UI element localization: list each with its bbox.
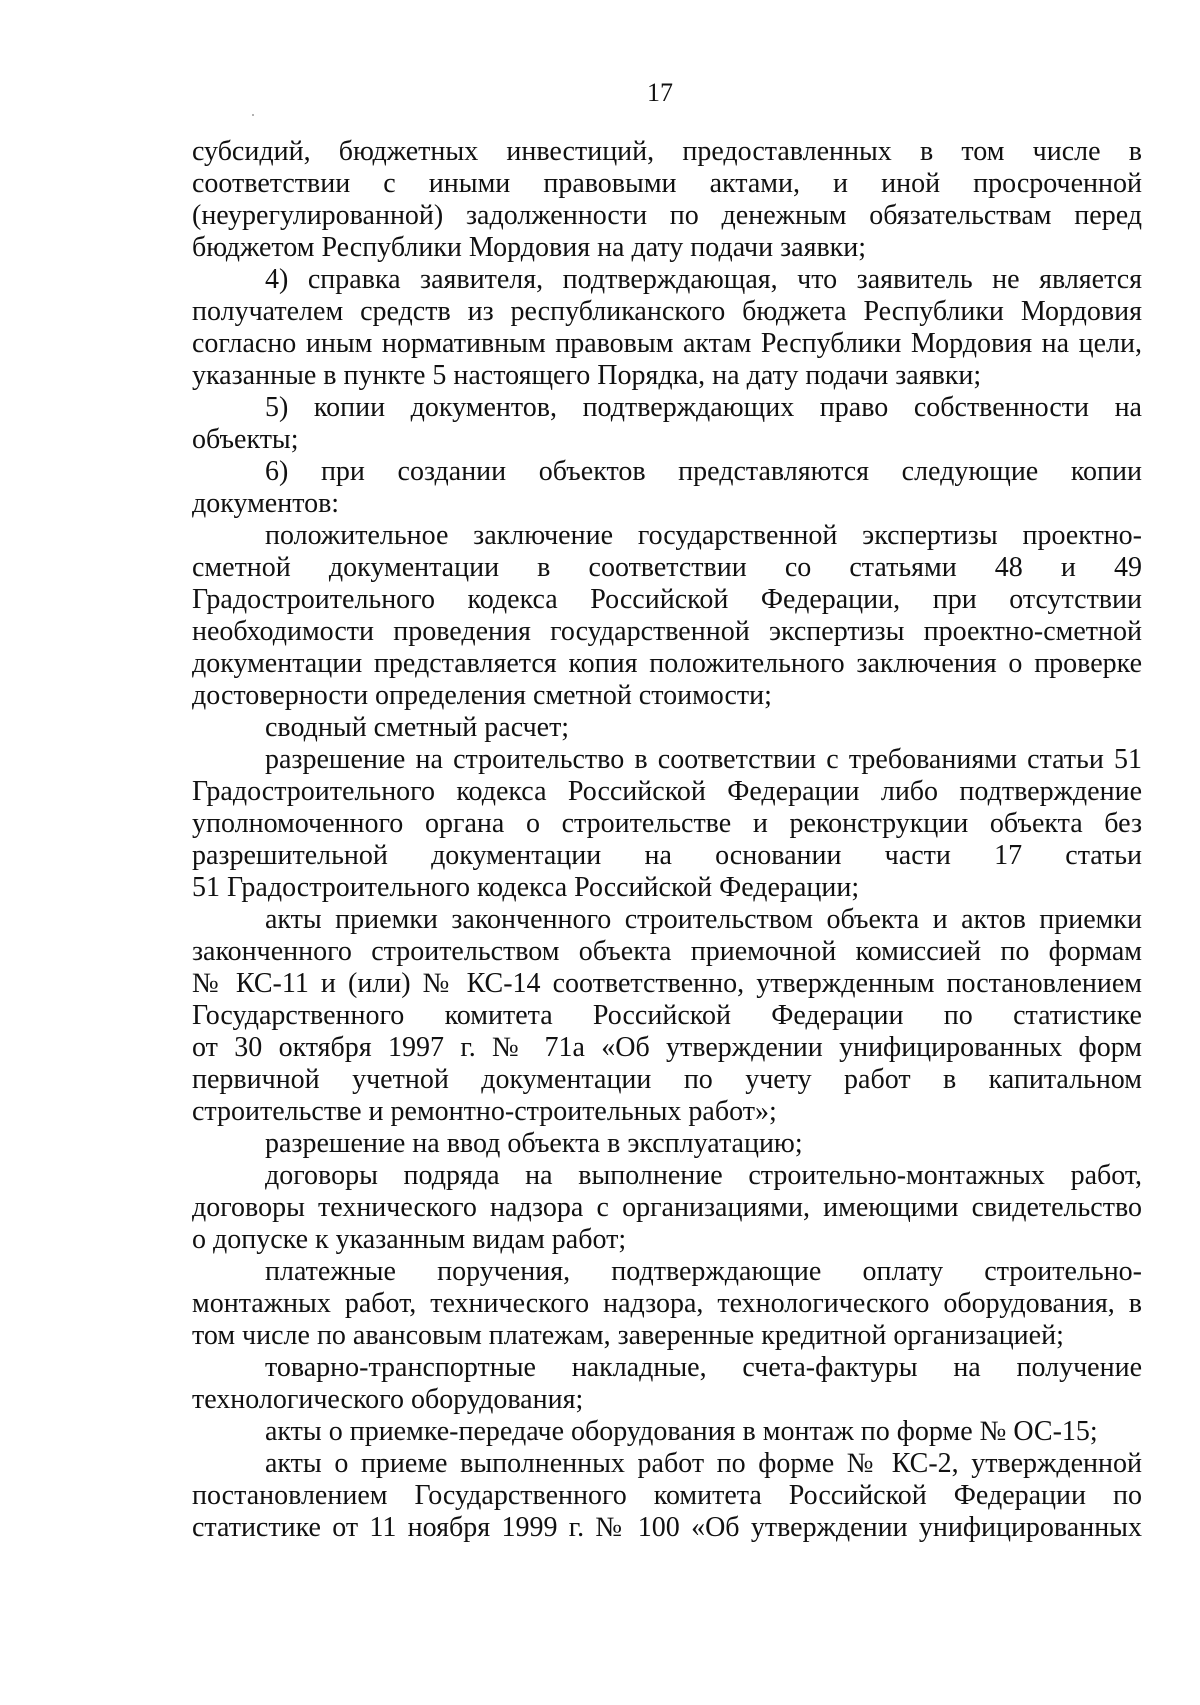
text-line: том числе по авансовым платежам, заверенные кредитной организацией; [192,1320,1064,1351]
text-line: строительстве и ремонтно-строительных работ»; [192,1096,777,1127]
text-line: указанные в пункте 5 настоящего Порядка, на дату подачи заявки; [192,360,982,391]
text-line: соответствии с иными правовыми актами, и иной просроченной [192,168,1142,199]
text-line: 5) копии документов, подтверждающих право собственности на [265,392,1142,423]
text-line: положительное заключение государственной экспертизы проектно- [265,520,1142,551]
text-line: необходимости проведения государственной экспертизы проектно-сметной [192,616,1142,647]
text-line: законченного строительством объекта приемочной комиссией по формам [192,936,1142,967]
text-line: акты о приеме выполненных работ по форме № КС-2, утвержденной [265,1448,1142,1479]
text-line: договоры технического надзора с организациями, имеющими свидетельство [192,1192,1142,1223]
text-line: технологического оборудования; [192,1384,584,1415]
text-line: разрешение на ввод объекта в эксплуатацию; [265,1128,803,1159]
document-body [192,136,1142,1544]
text-line: разрешительной документации на основании части 17 статьи [192,840,1142,871]
scan-speck [252,114,254,116]
text-line: платежные поручения, подтверждающие оплату строительно- [265,1256,1142,1287]
text-line: уполномоченного органа о строительстве и реконструкции объекта без [192,808,1142,839]
text-line: согласно иным нормативным правовым актам Республики Мордовия на цели, [192,328,1142,359]
text-line: № КС-11 и (или) № КС-14 соответственно, утвержденным постановлением [192,968,1142,999]
text-line: Градостроительного кодекса Российской Федерации либо подтверждение [192,776,1142,807]
text-line: 4) справка заявителя, подтверждающая, что заявитель не является [265,264,1142,295]
text-line: акты приемки законченного строительством объекта и актов приемки [265,904,1142,935]
text-line: монтажных работ, технического надзора, технологического оборудования, в [192,1288,1142,1319]
text-line: Государственного комитета Российской Федерации по статистике [192,1000,1142,1031]
text-line: разрешение на строительство в соответствии с требованиями статьи 51 [265,744,1142,775]
text-line: получателем средств из республиканского бюджета Республики Мордовия [192,296,1142,327]
text-line: постановлением Государственного комитета Российской Федерации по [192,1480,1142,1511]
text-line: (неурегулированной) задолженности по денежным обязательствам перед [192,200,1142,231]
text-line: документации представляется копия положительного заключения о проверке [192,648,1142,679]
text-line: товарно-транспортные накладные, счета-фактуры на получение [265,1352,1142,1383]
text-line: Градостроительного кодекса Российской Федерации, при отсутствии [192,584,1142,615]
text-line: сметной документации в соответствии со статьями 48 и 49 [192,552,1142,583]
text-line: первичной учетной документации по учету работ в капитальном [192,1064,1142,1095]
text-line: достоверности определения сметной стоимости; [192,680,772,711]
text-line: статистике от 11 ноября 1999 г. № 100 «Об утверждении унифицированных [192,1512,1142,1543]
text-line: 6) при создании объектов представляются следующие копии [265,456,1142,487]
text-line: бюджетом Республики Мордовия на дату подачи заявки; [192,232,867,263]
text-line: объекты; [192,424,299,455]
text-line: 51 Градостроительного кодекса Российской Федерации; [192,872,860,903]
text-line: акты о приемке-передаче оборудования в монтаж по форме № ОС-15; [265,1416,1098,1447]
page-number: 17 [647,78,673,107]
text-line: от 30 октября 1997 г. № 71а «Об утверждении унифицированных форм [192,1032,1142,1063]
text-line: сводный сметный расчет; [265,712,570,743]
text-line: документов: [192,488,340,519]
text-line: о допуске к указанным видам работ; [192,1224,627,1255]
text-line: договоры подряда на выполнение строительно-монтажных работ, [265,1160,1142,1191]
text-line: субсидий, бюджетных инвестиций, предоставленных в том числе в [192,136,1142,167]
